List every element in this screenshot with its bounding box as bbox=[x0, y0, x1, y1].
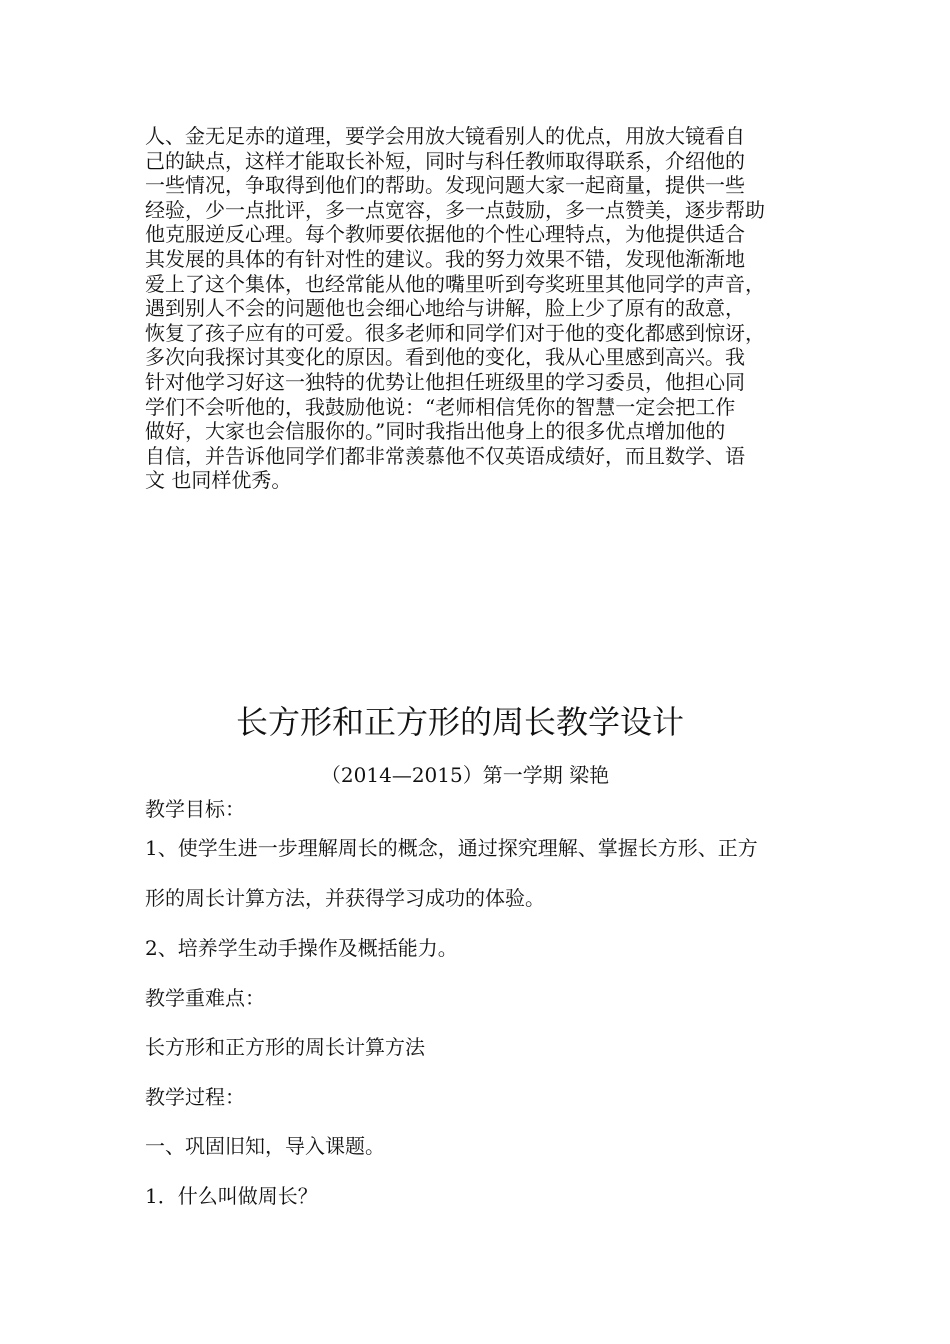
paragraph-line: 学们不会听他的，我鼓励他说：“老师相信凭你的智慧一定会把工作 bbox=[145, 394, 736, 419]
paragraph-line: 一些情况，争取得到他们的帮助。发现问题大家一起商量，提供一些 bbox=[145, 173, 745, 198]
section-heading-process: 教学过程： bbox=[145, 1085, 245, 1109]
section-heading-objectives: 教学目标： bbox=[145, 797, 245, 821]
paragraph-line: 经验，少一点批评，多一点宽容，多一点鼓励，多一点赞美，逐步帮助 bbox=[145, 197, 765, 222]
paragraph-line: 恢复了孩子应有的可爱。很多老师和同学们对于他的变化都感到惊讶， bbox=[145, 320, 765, 345]
paragraph-line: 爱上了这个集体，也经常能从他的嘴里听到夸奖班里其他同学的声音， bbox=[145, 271, 765, 296]
top-paragraph bbox=[145, 124, 825, 493]
objective-item-2: 2、培养学生动手操作及概括能力。 bbox=[145, 936, 458, 960]
paragraph-line: 自信，并告诉他同学们都非常羡慕他不仅英语成绩好，而且数学、语 bbox=[145, 443, 745, 468]
paragraph-line: 他克服逆反心理。每个教师要依据他的个性心理特点，为他提供适合 bbox=[145, 222, 745, 247]
key-points-text: 长方形和正方形的周长计算方法 bbox=[145, 1035, 425, 1059]
paragraph-line: 针对他学习好这一独特的优势让他担任班级里的学习委员，他担心同 bbox=[145, 369, 745, 394]
objective-item-1-continued: 形的周长计算方法，并获得学习成功的体验。 bbox=[145, 886, 545, 910]
paragraph-line: 文 也同样优秀。 bbox=[145, 468, 292, 493]
process-step-1: 一、巩固旧知，导入课题。 bbox=[145, 1134, 385, 1158]
section-heading-key-points: 教学重难点： bbox=[145, 986, 265, 1010]
document-title: 长方形和正方形的周长教学设计 bbox=[235, 703, 684, 741]
paragraph-line: 多次向我探讨其变化的原因。看到他的变化，我从心里感到高兴。我 bbox=[145, 345, 745, 370]
paragraph-line: 做好，大家也会信服你的。”同时我指出他身上的很多优点增加他的 bbox=[145, 419, 726, 444]
paragraph-line: 人、金无足赤的道理，要学会用放大镜看别人的优点，用放大镜看自 bbox=[145, 124, 745, 148]
document-subtitle: （2014—2015）第一学期 梁艳 bbox=[320, 763, 610, 787]
question-1: 1．什么叫做周长？ bbox=[145, 1184, 318, 1208]
paragraph-line: 其发展的具体的有针对性的建议。我的努力效果不错，发现他渐渐地 bbox=[145, 246, 745, 271]
paragraph-line: 遇到别人不会的问题他也会细心地给与讲解，脸上少了原有的敌意， bbox=[145, 296, 745, 321]
objective-item-1: 1、使学生进一步理解周长的概念，通过探究理解、掌握长方形、正方 bbox=[145, 836, 758, 860]
paragraph-line: 己的缺点，这样才能取长补短，同时与科任教师取得联系，介绍他的 bbox=[145, 148, 745, 173]
